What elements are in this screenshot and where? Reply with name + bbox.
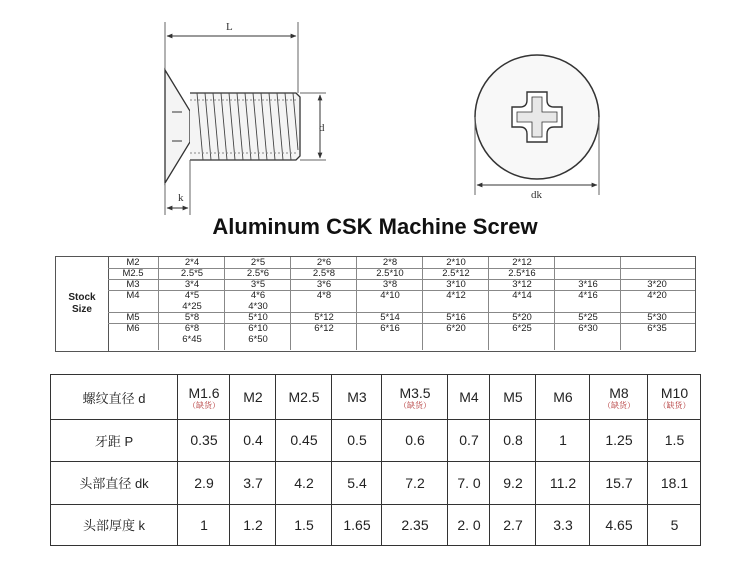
stock-cell — [488, 279, 555, 290]
spec-cell — [331, 504, 382, 545]
stock-cell — [158, 323, 225, 350]
spec-header-cell — [647, 375, 701, 419]
stock-size-cell — [108, 290, 158, 312]
stock-cell-text: 4*16 — [578, 290, 598, 301]
spec-value: 11.2 — [549, 474, 577, 491]
spec-cell — [331, 419, 382, 461]
spec-header-name-cell — [51, 375, 177, 419]
stock-cell — [488, 323, 555, 350]
stock-cell — [422, 323, 489, 350]
stock-cell — [158, 312, 225, 323]
spec-cell — [647, 461, 701, 504]
thread-size: M3.5 — [399, 384, 431, 401]
stock-cell — [554, 279, 621, 290]
stock-cell-text: 4*10 — [380, 290, 400, 301]
stock-row — [108, 290, 695, 313]
thread-size: M3 — [347, 389, 367, 405]
stock-cell — [554, 268, 621, 279]
spec-value: 0.8 — [503, 432, 523, 448]
stock-size-cell — [108, 279, 158, 290]
spec-row-name: 头部直径 dk — [79, 476, 149, 491]
stock-cell-text: 2*5 — [250, 257, 266, 268]
stock-cell-text: 2*4 — [184, 257, 200, 268]
stock-size-label — [56, 257, 109, 351]
spec-cell — [647, 504, 701, 545]
spec-value: 7.2 — [405, 474, 425, 491]
stock-cell-text: 2.5*5 — [180, 268, 204, 279]
stock-size-text: M2.5 — [122, 268, 144, 279]
stock-cell — [158, 268, 225, 279]
spec-cell — [647, 419, 701, 461]
spec-value: 5.4 — [347, 474, 367, 491]
stock-cell — [290, 323, 357, 350]
stock-cell-text: 4*20 — [647, 290, 667, 301]
stock-cell-text: 5*8 — [184, 312, 200, 323]
side-view — [165, 22, 326, 215]
spec-cell — [177, 419, 230, 461]
spec-row-name: 头部厚度 k — [82, 518, 146, 533]
stock-cell — [620, 312, 693, 323]
stock-cell-text: 6*16 — [380, 323, 400, 334]
stock-cell — [554, 290, 621, 312]
stock-cell-text: 3*12 — [512, 279, 532, 290]
spec-value: 9.2 — [503, 474, 523, 491]
stock-cell-text: 3*5 — [250, 279, 266, 290]
spec-cell — [177, 461, 230, 504]
stock-cell-text: 3*8 — [382, 279, 398, 290]
spec-value: 0.45 — [290, 432, 318, 448]
spec-cell — [447, 419, 490, 461]
stock-cell-text: 4*30 — [248, 301, 268, 312]
thread-size: M2.5 — [288, 389, 320, 405]
stock-label-line2: Size — [71, 304, 92, 315]
spec-cell — [589, 461, 648, 504]
spec-row-name: 牙距 P — [94, 433, 134, 449]
stock-cell — [422, 279, 489, 290]
stock-cell — [224, 323, 291, 350]
stock-row — [108, 323, 695, 350]
stock-cell-text: 4*8 — [316, 290, 332, 301]
spec-value: 2.7 — [503, 516, 523, 533]
stock-cell — [620, 323, 693, 350]
label-dk: dk — [531, 189, 542, 201]
spec-header-cell — [177, 375, 230, 419]
spec-cell — [229, 461, 276, 504]
thread-size: M5 — [503, 389, 523, 405]
out-of-stock-note: （缺货） — [603, 400, 635, 410]
stock-cell-text: 2*12 — [512, 257, 532, 268]
spec-row — [51, 504, 700, 545]
stock-cell-text: 5*20 — [512, 312, 532, 323]
spec-header-cell — [229, 375, 276, 419]
stock-size-cell — [108, 268, 158, 279]
stock-cell — [356, 257, 423, 268]
spec-cell — [489, 504, 536, 545]
stock-size-text: M5 — [126, 312, 140, 323]
stock-cell-text: 3*6 — [316, 279, 332, 290]
stock-cell-text: 6*20 — [446, 323, 466, 334]
stock-cell — [488, 268, 555, 279]
spec-cell — [331, 461, 382, 504]
top-view — [475, 55, 599, 195]
stock-cell — [290, 257, 357, 268]
stock-cell-text: 2.5*6 — [246, 268, 270, 279]
stock-size-text: M2 — [126, 257, 140, 268]
spec-header-name: 螺纹直径 d — [82, 390, 146, 406]
stock-cell-text: 5*10 — [248, 312, 268, 323]
spec-header-row — [51, 375, 700, 420]
stock-cell-text: 5*14 — [380, 312, 400, 323]
spec-row-name-cell — [51, 419, 177, 461]
stock-cell-text: 5*16 — [446, 312, 466, 323]
stock-cell — [488, 312, 555, 323]
stock-cell — [620, 290, 693, 312]
stock-cell-text: 6*10 — [248, 323, 268, 334]
stock-cell-text: 2.5*16 — [508, 268, 536, 279]
stock-cell-text: 4*14 — [512, 290, 532, 301]
page-title: Aluminum CSK Machine Screw — [212, 214, 538, 239]
spec-value: 2.35 — [401, 516, 429, 533]
label-d: d — [319, 122, 325, 134]
stock-cell — [554, 312, 621, 323]
stock-size-table — [55, 256, 696, 352]
stock-cell — [422, 268, 489, 279]
spec-cell — [535, 419, 590, 461]
spec-value: 4.2 — [294, 474, 314, 491]
spec-cell — [489, 461, 536, 504]
stock-cell — [224, 279, 291, 290]
spec-header-cell — [331, 375, 382, 419]
spec-value: 7. 0 — [457, 474, 481, 491]
stock-cell-text: 3*10 — [446, 279, 466, 290]
stock-cell-text: 5*25 — [578, 312, 598, 323]
spec-value: 15.7 — [605, 474, 633, 491]
stock-cell-text: 6*30 — [578, 323, 598, 334]
spec-cell — [381, 461, 448, 504]
stock-cell-text: 6*35 — [647, 323, 667, 334]
spec-value: 1.25 — [605, 432, 633, 448]
stock-cell — [290, 312, 357, 323]
stock-cell — [290, 279, 357, 290]
spec-value: 18.1 — [660, 474, 689, 491]
spec-table — [50, 374, 701, 546]
spec-value: 0.6 — [405, 432, 425, 448]
stock-cell — [422, 257, 489, 268]
stock-cell-text: 6*8 — [184, 323, 200, 334]
spec-cell — [535, 461, 590, 504]
spec-header-cell — [447, 375, 490, 419]
stock-size-cell — [108, 257, 158, 268]
spec-value: 1.65 — [343, 516, 371, 533]
thread-size: M4 — [459, 389, 479, 405]
stock-cell-text: 2*10 — [446, 257, 466, 268]
spec-cell — [535, 504, 590, 545]
spec-value: 2. 0 — [457, 516, 481, 533]
thread-size: M10 — [660, 384, 689, 401]
stock-label-line1: Stock — [68, 292, 96, 303]
stock-cell-text: 3*16 — [578, 279, 598, 290]
stock-cell — [620, 279, 693, 290]
thread-size: M8 — [609, 384, 629, 401]
spec-cell — [275, 419, 332, 461]
stock-cell — [356, 279, 423, 290]
stock-size-text: M6 — [126, 323, 140, 334]
spec-value: 3.7 — [243, 474, 263, 491]
spec-value: 1 — [200, 516, 208, 533]
stock-cell-text: 6*45 — [182, 334, 202, 345]
spec-header-cell — [589, 375, 648, 419]
out-of-stock-note: （缺货） — [399, 400, 431, 410]
stock-cell-text: 5*12 — [314, 312, 334, 323]
spec-cell — [489, 419, 536, 461]
stock-cell-text: 3*20 — [647, 279, 667, 290]
spec-value: 1 — [559, 432, 567, 448]
stock-cell-text: 2*6 — [316, 257, 332, 268]
spec-value: 0.35 — [190, 432, 218, 448]
stock-cell — [422, 312, 489, 323]
stock-cell — [224, 312, 291, 323]
spec-value: 1.5 — [664, 432, 685, 448]
thread-size: M1.6 — [188, 384, 220, 401]
spec-value: 1.2 — [243, 516, 263, 533]
spec-cell — [589, 504, 648, 545]
stock-size-cell — [108, 323, 158, 350]
stock-cell — [554, 257, 621, 268]
stock-cell-text: 6*12 — [314, 323, 334, 334]
spec-header-cell — [535, 375, 590, 419]
spec-cell — [447, 461, 490, 504]
label-L: L — [226, 21, 233, 33]
stock-grid — [108, 257, 695, 351]
stock-cell-text: 4*12 — [446, 290, 466, 301]
stock-cell-text: 5*30 — [647, 312, 667, 323]
spec-row-name-cell — [51, 461, 177, 504]
stock-cell — [158, 257, 225, 268]
spec-cell — [275, 504, 332, 545]
stock-cell-text: 4*6 — [250, 290, 266, 301]
stock-cell — [158, 290, 225, 312]
stock-cell — [224, 257, 291, 268]
spec-value: 3.3 — [553, 516, 573, 533]
stock-cell — [620, 257, 693, 268]
stock-cell-text: 6*25 — [512, 323, 532, 334]
stock-size-text: M4 — [126, 290, 140, 301]
spec-cell — [229, 504, 276, 545]
spec-value: 0.5 — [347, 432, 367, 448]
spec-header-cell — [489, 375, 536, 419]
stock-cell — [554, 323, 621, 350]
stock-cell — [620, 268, 693, 279]
stock-cell — [356, 312, 423, 323]
spec-value: 0.7 — [459, 432, 479, 448]
stock-cell — [356, 268, 423, 279]
stock-cell — [158, 279, 225, 290]
spec-cell — [589, 419, 648, 461]
stock-size-text: M3 — [126, 279, 140, 290]
stock-cell — [290, 268, 357, 279]
spec-value: 2.9 — [194, 474, 214, 491]
spec-header-cell — [381, 375, 448, 419]
out-of-stock-note: （缺货） — [658, 400, 691, 410]
spec-value: 4.65 — [605, 516, 633, 533]
stock-cell-text: 4*5 — [184, 290, 200, 301]
stock-cell — [224, 268, 291, 279]
spec-value: 0.4 — [243, 432, 263, 448]
stock-cell — [356, 323, 423, 350]
stock-cell-text: 2.5*12 — [442, 268, 470, 279]
stock-cell — [290, 290, 357, 312]
spec-cell — [447, 504, 490, 545]
stock-cell-text: 6*50 — [248, 334, 268, 345]
spec-row — [51, 419, 700, 462]
stock-cell — [488, 290, 555, 312]
spec-cell — [381, 419, 448, 461]
spec-header-cell — [275, 375, 332, 419]
spec-cell — [229, 419, 276, 461]
stock-cell-text: 2.5*8 — [312, 268, 336, 279]
stock-cell — [422, 290, 489, 312]
stock-cell-text: 2*8 — [382, 257, 398, 268]
label-k: k — [178, 192, 184, 204]
spec-value: 1.5 — [294, 516, 314, 533]
stock-cell-text: 4*25 — [182, 301, 202, 312]
thread-size: M6 — [553, 389, 573, 405]
spec-cell — [177, 504, 230, 545]
spec-row — [51, 461, 700, 505]
spec-cell — [275, 461, 332, 504]
stock-cell-text: 3*4 — [184, 279, 200, 290]
stock-cell — [224, 290, 291, 312]
stock-cell — [488, 257, 555, 268]
screw-drawing — [0, 0, 750, 215]
out-of-stock-note: （缺货） — [188, 400, 220, 410]
spec-value: 5 — [670, 516, 679, 533]
spec-row-name-cell — [51, 504, 177, 545]
stock-cell — [356, 290, 423, 312]
thread-size: M2 — [243, 389, 263, 405]
stock-size-cell — [108, 312, 158, 323]
stock-cell-text: 2.5*10 — [376, 268, 404, 279]
spec-cell — [381, 504, 448, 545]
